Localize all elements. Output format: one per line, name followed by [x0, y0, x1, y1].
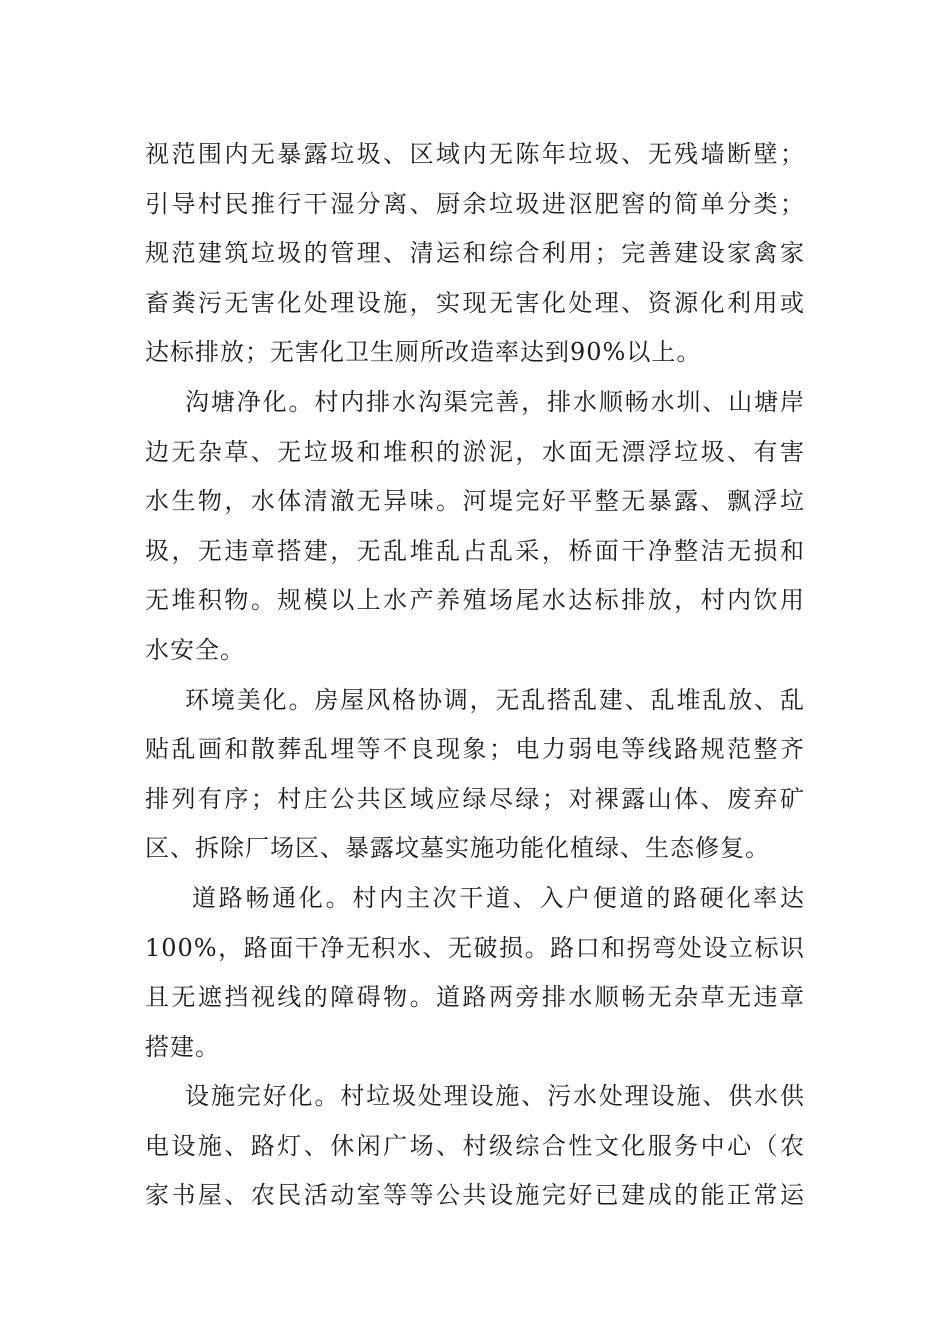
text-line: 引导村民推行干湿分离、厨余垃圾进沤肥窖的简单分类； [145, 189, 805, 218]
text-line: 达标排放；无害化卫生厕所改造率达到90%以上。 [145, 338, 702, 367]
text-line: 圾，无违章搭建，无乱堆乱占乱采，桥面干净整洁无损和 [145, 536, 805, 565]
text-line: 排列有序；村庄公共区域应绿尽绿；对裸露山体、废弃矿 [145, 784, 805, 813]
text-line: 沟塘净化。村内排水沟渠完善，排水顺畅水圳、山塘岸 [185, 387, 805, 416]
text-line: 100%，路面干净无积水、无破损。路口和拐弯处设立标识 [145, 933, 805, 962]
text-line: 且无遮挡视线的障碍物。道路两旁排水顺畅无杂草无违章 [145, 983, 805, 1012]
text-line: 区、拆除厂场区、暴露坟墓实施功能化植绿、生态修复。 [145, 834, 770, 863]
text-line: 边无杂草、无垃圾和堆积的淤泥，水面无漂浮垃圾、有害 [145, 437, 805, 466]
text-line: 水生物，水体清澈无异味。河堤完好平整无暴露、飘浮垃 [145, 487, 805, 516]
text-line: 规范建筑垃圾的管理、清运和综合利用；完善建设家禽家 [145, 239, 805, 268]
text-line: 搭建。 [145, 1032, 220, 1061]
text-line: 电设施、路灯、休闲广场、村级综合性文化服务中心（农 [145, 1131, 805, 1160]
text-line: 畜粪污无害化处理设施，实现无害化处理、资源化利用或 [145, 288, 805, 317]
text-line: 设施完好化。村垃圾处理设施、污水处理设施、供水供 [185, 1082, 805, 1111]
paragraph-ditch-pond-purification [145, 378, 805, 676]
paragraph-waste-management [145, 130, 805, 378]
text-line: 贴乱画和散葬乱埋等不良现象；电力弱电等线路规范整齐 [145, 735, 805, 764]
text-line: 视范围内无暴露垃圾、区域内无陈年垃圾、无残墙断壁； [145, 140, 805, 168]
paragraph-road-access [145, 874, 805, 1072]
paragraph-environment-beautification [145, 676, 805, 874]
text-line: 家书屋、农民活动室等等公共设施完好已建成的能正常运 [145, 1181, 805, 1210]
document-body [145, 130, 805, 1221]
text-line: 无堆积物。规模以上水产养殖场尾水达标排放，村内饮用 [145, 586, 805, 615]
text-line: 水安全。 [145, 635, 245, 664]
text-line: 环境美化。房屋风格协调，无乱搭乱建、乱堆乱放、乱 [185, 685, 805, 714]
text-line: 道路畅通化。村内主次干道、入户便道的路硬化率达 [192, 883, 805, 912]
paragraph-facilities-intact [145, 1072, 805, 1221]
